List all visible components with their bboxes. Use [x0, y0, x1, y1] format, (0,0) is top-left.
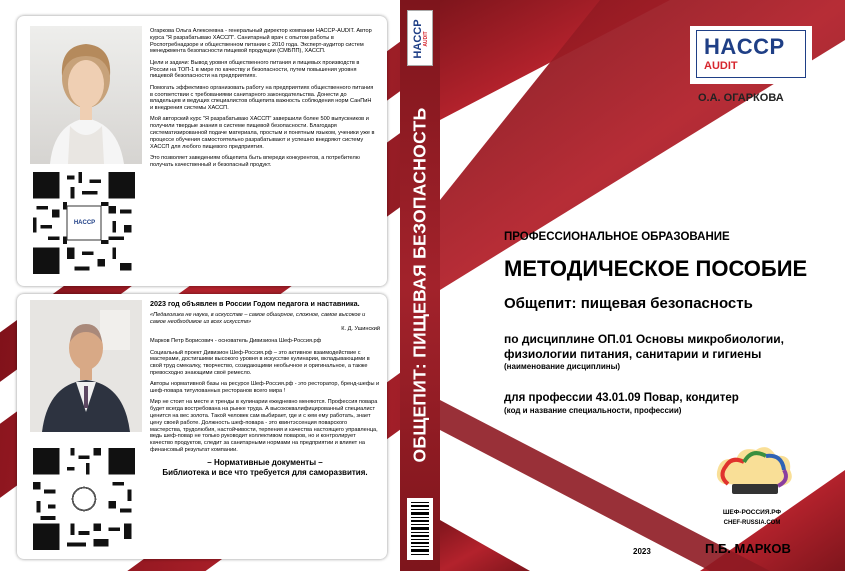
- author1-card: [17, 16, 387, 286]
- author1-goals: Цели и задачи: Вывод уровня общественного питания и пищевых производств в России на ТОП-1 в мире по качеству и безопасности, путем повышения уровня пищевой безопасности на предприятиях.: [150, 59, 360, 80]
- spine-logo-sub: AUDIT: [423, 31, 429, 47]
- author2-project: Социальный проект Дивизион Шеф-Россия.рф – это активное взаимодействие с мастерами, достигшими высокого уровня в искусстве кулинарии, вкладывающими в свой труд смекалку, творчество, созидающими необычное и оригинальное, а также превосходно знающими своё ремесло.: [150, 349, 370, 376]
- author2-intro: Марков Петр Борисович - основатель Дивизиона Шеф-Россия.рф: [150, 338, 322, 345]
- author2-photo: [30, 300, 142, 432]
- spine-title: ОБЩЕПИТ: ПИЩЕВАЯ БЕЗОПАСНОСТЬ: [409, 107, 430, 463]
- subject-title: Общепит: пищевая безопасность: [504, 295, 753, 312]
- spine-haccp-logo: [407, 10, 433, 66]
- author2-world: Мир не стоит на месте и тренды в кулинарии ежедневно меняются. Профессия повара будет всегда востребована на рынке труда. А высококвалифицированный специалист ценится на вес золота. Такой человек сам выбирает, где и с кем ему работать, знает цену своей работе. Должность шеф-повара - это квинтэссенция поварского мастерства, трудолюбия, настойчивости, терпения и качества настоящего управленца, ведь шеф-повар не только руководит коллективом поваров, но и контролирует качество продуктов, следит за санитарными нормами на предприятии и влияет на финансовый результат компании.: [150, 399, 378, 454]
- barcode-icon: [407, 498, 433, 560]
- author1-text: [150, 28, 375, 173]
- chef-russia-logo: [702, 440, 802, 532]
- discipline-line-1: по дисциплине ОП.01 Основы микробиологии,: [504, 332, 784, 346]
- author-top: О.А. ОГАРКОВА: [698, 92, 784, 104]
- quote-author: К. Д. Ушинский: [341, 326, 380, 333]
- discipline-block: [504, 332, 784, 372]
- tagline-documents: – Нормативные документы –: [207, 458, 323, 468]
- author1-qr-code[interactable]: [29, 164, 139, 282]
- front-cover: [440, 0, 845, 571]
- ushinsky-quote: «Педагогика не наука, в искусстве – самое обширное, сложное, самое высокое и самое необходимое из всех искусств»: [150, 311, 366, 325]
- publication-year: 2023: [633, 547, 651, 556]
- spine-logo-text: HACCP: [412, 19, 424, 59]
- logo-audit-text: AUDIT: [704, 60, 738, 72]
- book-spine: [400, 0, 440, 571]
- author2-card: [17, 294, 387, 559]
- author1-bio: Огаркова Ольга Алексеевна - генеральный директор компании НАССР-AUDIT. Автор курса "Я разрабатываю ХАССП". Санитарный врач с опытом работы в Роспотребнадзоре и общественном питании с 2010 года. Эксперт-аудитор систем менеджмента безопасности пищевой продукции (СМБПП), ХАССП.: [150, 28, 372, 55]
- discipline-line-2: физиологии питания, санитарии и гигиены: [504, 347, 762, 361]
- author2-text: [150, 300, 380, 482]
- qr-haccp-logo: HACCP: [73, 220, 96, 226]
- author2-authors: Авторы нормативной базы на ресурсе Шеф-Россия.рф - это ресторатор, бренд-шефы и шеф-повара титулованных ресторанов всего мира !: [150, 381, 380, 395]
- chef-hat-icon: [702, 440, 802, 502]
- author1-course: Мой авторский курс "Я разрабатываю ХАССП" завершили более 500 выпускников и получили твердые знания в системе пищевой безопасности. Благодаря систематизированной подаче материала, простым и понятным языком, ученики уже в процессе обучения самостоятельно разрабатывают и успешно внедряют систему ХАССП для любого пищевого предприятия.: [150, 116, 375, 150]
- teacher-year-line: 2023 год объявлен в России Годом педагога и наставника.: [150, 299, 360, 308]
- author-bottom: П.Б. МАРКОВ: [705, 541, 791, 556]
- haccp-audit-logo: [690, 26, 812, 84]
- author1-closing: Это позволяет заведениям общепита быть впереди конкурентов, а потребителю получать качественный и безопасный продукт.: [150, 155, 360, 168]
- back-cover: [0, 0, 400, 571]
- author2-qr-code[interactable]: [29, 440, 139, 558]
- profession-note: (код и название специальности, профессии): [504, 405, 682, 415]
- author1-photo: [30, 26, 142, 164]
- tagline-library: Библиотека и все что требуется для саморазвития.: [162, 468, 368, 478]
- author1-help: Помогать эффективно организовать работу на предприятиях общественного питания в соответствии с требованиями санитарного законодательства. Донести до владельцев и ведущих специалистов общепита важность соблюдения норм СанПиН и внедрения системы ХАССП.: [150, 84, 374, 112]
- chef-site-ru: ШЕФ-РОССИЯ.РФ: [722, 509, 782, 516]
- chef-site-com: CHEF-RUSSIA.COM: [723, 520, 781, 526]
- doc-type-title: МЕТОДИЧЕСКОЕ ПОСОБИЕ: [504, 256, 808, 281]
- logo-haccp-text: HACCP: [704, 34, 785, 59]
- category-heading: ПРОФЕССИОНАЛЬНОЕ ОБРАЗОВАНИЕ: [504, 231, 730, 243]
- discipline-note: (наименование дисциплины): [504, 362, 621, 371]
- profession-line: для профессии 43.01.09 Повар, кондитер: [504, 392, 739, 404]
- profession-block: [504, 392, 739, 415]
